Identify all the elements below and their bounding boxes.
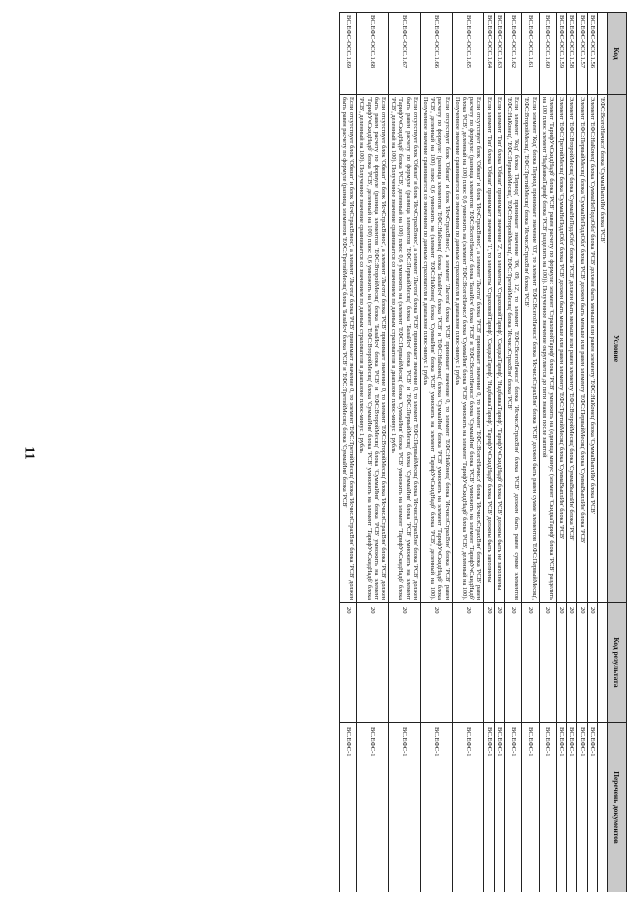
cell-condition: Если отсутствует блок 'Обязат' и блок 'ИсчСтрахВзнос', а элемент 'Льгота' блока 'РСВ' принимает значение 0, то элемент 'ЕФС:ПервыйМесяц' блока 'ИсчислСтрахВзн' блока 'РСВ' должен быть равен расчету по формуле (разница элементов 'ЕФС:ПервыйМесяц' блока 'БазаИсч' блока 'РСВ' и 'ЕФС:ПервыйМесяц' блока 'СуммаИнв' блока 'РСВ' умножить на элемент 'ТарифУчСкидНадб' блока 'РСВ', деленный на 100) плюс 0,6 умножить на (элемент 'ЕФС:ПервыйМесяц' блока 'СуммаИнв' блока 'РСВ' умножить на элемент 'ТарифУчСкидНадб' блока 'РСВ', деленный на 100). Полученное значение сравнивается со значением по данным страхователя в диапазоне плюс-минус 1 рубль [388,95,420,603]
cell-result: 20 [452,603,484,723]
cell-docs: ВС.ЕФС-1 [556,723,566,893]
cell-result: 20 [388,603,420,723]
cell-code: ВС.ЕФС-ОСС.1.64 [484,13,494,95]
table-row [522,13,539,893]
cell-result: 20 [504,603,521,723]
table-row [388,13,420,893]
cell-condition: Элемент 'ЕФС:НаКонец' блока 'СуммаНеПодлОбл' блока 'РСВ' должен быть меньше или равен элементу 'ЕФС:НаКонец' блока 'СуммаВыплИн' блока 'РСВ' [587,95,597,603]
cell-result: 20 [556,603,566,723]
header-result: Код результата [608,603,627,723]
cell-code: ВС.ЕФС-ОСС.1.63 [494,13,504,95]
rotated-content [86,12,627,892]
cell-condition: Элемент 'ТарифУчСкидНадб' блока 'РСВ' равен расчету по формуле: элемент 'СтраховойТариф' блока 'РСВ' умножить на (единица минус (элемент 'СкидкаТариф' блока 'РСВ' разделить на 100 плюс элемент 'НадбавкаТариф' блока 'РСВ' разделить на 100)). Полученное значение округляется до пяти знаков после запятой [539,95,556,603]
page-number: 11 [21,445,37,460]
cell-code: ВС.ЕФС-ОСС.1.67 [388,13,420,95]
cell-code: ВС.ЕФС-ОСС.1.66 [420,13,452,95]
table-row [357,13,389,893]
cell-condition: Если элемент 'Тип' блока 'Обязат' принимает значение '2', то элементы 'СтраховойТариф', 'СкидкаТариф', 'НадбавкаТариф', 'ТарифУчСкидНадб' блока 'РСВ' должны быть не заполнены [494,95,504,603]
cell-result: 20 [567,603,577,723]
header-code: Код [608,13,627,95]
cell-docs: ВС.ЕФС-1 [577,723,587,893]
cell-docs: ВС.ЕФС-1 [587,723,597,893]
table-header-row [608,13,627,893]
table-row [587,13,597,893]
cell-docs: ВС.ЕФС-1 [522,723,539,893]
table-row [504,13,521,893]
page-number-container [0,0,58,905]
cell-docs: ВС.ЕФС-1 [388,723,420,893]
table-row [420,13,452,893]
cell-result: 20 [357,603,389,723]
cell-result: 20 [494,603,504,723]
table-row [484,13,494,893]
cell-result: 20 [539,603,556,723]
cell-result [597,603,607,723]
cell-condition: Если элемент 'Код' блока Период принимает значение '03', то элемент 'ЕФС:ВсегоНачисл' блока 'ИсчислСтрахВзн' блока 'РСВ' должен быть равен сумме элементов 'ЕФС:ПервыйМесяц', 'ЕФС:ВторойМесяц', 'ЕФС:ТретийМесяц' блока 'ИсчислСтрахВзн' блока 'РСВ' [522,95,539,603]
cell-code: ВС.ЕФС-ОСС.1.61 [522,13,539,95]
cell-condition: Если отсутствует блок 'Обязат' и блок 'ИсчСтрахВзнос', а элемент 'Льгота' блока 'РСВ' принимает значение 0, то элемент 'ЕФС:ВсегоНачисл' блока 'ИсчислСтрахВзн' блока 'РСВ' равен расчету по формуле: (разница элементов 'ЕФС:ВсегоНачисл' блока 'БазаИсч' блока 'РСВ' и 'ЕФС:ВсегоНачисл' блока 'СуммаИнв' блока 'РСВ' умножить на элемент 'ТарифУчСкидНадб' блока 'РСВ', деленный на 100) плюс 0,6 умножить на (элемент 'ЕФС:ВсегоНачисл' блока 'СуммаИнв' блока 'РСВ' умножить на элемент 'ТарифУчСкидНадб' блока 'РСВ', деленный на 100). Полученное значение сравнивается со значением по данным страхователя в диапазоне плюс-минус 1 рубль [452,95,484,603]
cell-condition: Если отсутствует блок 'Обязат' и блок 'ИсчСтрахВзнос', а элемент 'Льгота' блока 'РСВ' принимает значение 0, то элемент 'ЕФС:ВторойМесяц' блока 'ИсчислСтрахВзн' блока 'РСВ' должен быть равен расчету по формуле (разница элементов 'ЕФС:ВторойМесяц' блока 'БазаИсч' блока 'РСВ' и 'ЕФС:ВторойМесяц' блока 'СуммаИнв' блока 'РСВ' умножить на элемент 'ТарифУчСкидНадб' блока 'РСВ', деленный на 100) плюс 0,6 умножить на (элемент 'ЕФС:ВторойМесяц' блока 'СуммаИнв' блока 'РСВ' умножить на элемент 'ТарифУчСкидНадб' блока 'РСВ', деленный на 100). Полученное значение сравнивается со значением по данным страхователя в диапазоне плюс-минус 1 рубль [357,95,389,603]
cell-result: 20 [522,603,539,723]
table-row [339,13,356,893]
cell-docs: ВС.ЕФС-1 [452,723,484,893]
cell-code: ВС.ЕФС-ОСС.1.62 [504,13,521,95]
cell-condition: Если элемент 'Тип' блока 'Обязат' принимает значение '1', то элементы 'СтраховойТариф', 'СкидкаТариф', 'НадбавкаТариф', 'ТарифУчСкидНадб' блока 'РСВ' должны быть заполнены [484,95,494,603]
header-condition: Условие [608,95,627,603]
cell-code [597,13,607,95]
cell-code: ВС.ЕФС-ОСС.1.57 [577,13,587,95]
cell-result: 20 [420,603,452,723]
table-row [577,13,587,893]
cell-docs [597,723,607,893]
cell-code: ВС.ЕФС-ОСС.1.60 [539,13,556,95]
cell-code: ВС.ЕФС-ОСС.1.69 [339,13,356,95]
header-docs: Перечень документов [608,723,627,893]
cell-code: ВС.ЕФС-ОСС.1.59 [556,13,566,95]
cell-result: 20 [339,603,356,723]
cell-result: 20 [484,603,494,723]
cell-docs: ВС.ЕФС-1 [357,723,389,893]
cell-condition: 'ЕФС:ВсегоНачисл' блока 'СуммаВыплИн' блока 'РСВ' [597,95,607,603]
table-row [567,13,577,893]
cell-docs: ВС.ЕФС-1 [484,723,494,893]
table-row [494,13,504,893]
table-row [597,13,607,893]
cell-condition: Элемент 'ЕФС:ТретийМесяц' блока 'СуммаНеПодлОбл' блока 'РСВ' должен быть меньше или равен элементу 'ЕФС:ТретийМесяц' блока 'СуммаВыплИн' блока 'РСВ' [556,95,566,603]
table-row [452,13,484,893]
cell-docs: ВС.ЕФС-1 [504,723,521,893]
table-row [539,13,556,893]
cell-condition: Если элемент 'Код' блока 'Период' принимает значение '06, 09, 12', то элемент 'ЕФС:ВсегоНачисл' блока 'ИсчислСтрахВзн' блока 'РСВ' должен быть равен сумме элементов 'ЕФС:НаКонец', 'ЕФС:ПервыйМесяц', 'ЕФС:ВторойМесяц', 'ЕФС:ТретийМесяц' блока 'ИсчислСтрахВзн' блока 'РСВ' [504,95,521,603]
table-row [556,13,566,893]
cell-code: ВС.ЕФС-ОСС.1.56 [587,13,597,95]
cell-result: 20 [587,603,597,723]
cell-condition: Элемент 'ЕФС:ВторойМесяц' блока 'СуммаНеПодлОбл' блока 'РСВ' должен быть меньше или равен элементу 'ЕФС:ВторойМесяц' блока 'СуммаВыплИн' блока 'РСВ' [567,95,577,603]
cell-code: ВС.ЕФС-ОСС.1.58 [567,13,577,95]
cell-condition: Элемент 'ЕФС:ПервыйМесяц' блока 'СуммаНеПодлОбл' блока 'РСВ' должен быть меньше или равен элементу 'ЕФС:ПервыйМесяц' блока 'СуммаВыплИн' блока 'РСВ' [577,95,587,603]
document-page [86,12,627,892]
cell-docs: ВС.ЕФС-1 [339,723,356,893]
cell-condition: Если отсутствует блок 'Обязат' и блок 'ИсчСтрахВзнос', а элемент 'Льгота' блока 'РСВ' принимает значение 0, то элемент 'ЕФС:ТретийМесяц' блока 'ИсчислСтрахВзн' блока 'РСВ' должен быть равен расчету по формуле (разница элементов 'ЕФС:ТретийМесяц' блока 'БазаИсч' блока 'РСВ' и 'ЕФС:ТретийМесяц' блока 'СуммаИнв' блока 'РСВ' [339,95,356,603]
cell-result: 20 [577,603,587,723]
cell-docs: ВС.ЕФС-1 [567,723,577,893]
cell-docs: ВС.ЕФС-1 [420,723,452,893]
validation-rules-table [339,12,627,892]
cell-condition: Если отсутствует блок 'Обязат' и блок 'ИсчСтрахВзнос', а элемент 'Льгота' блока 'РСВ' принимает значение 0, то элемент 'ЕФС:НаКонец' блока 'ИсчислСтрахВзн' блока 'РСВ' равен расчету по формуле: (разница элементов 'ЕФС:НаКонец' блока 'БазаИсч' блока 'РСВ' и 'ЕФС:НаКонец' блока 'СуммаИнв' блока 'РСВ' умножить на элемент 'ТарифУчСкидНадб' блока 'РСВ', деленный на 100) плюс 0,6 умножить на (элемент 'ЕФС:НаКонец' блока 'СуммаИнв' блока 'РСВ' умножить на элемент 'ТарифУчСкидНадб' блока 'РСВ', деленный на 100). Полученное значение сравнивается со значением по данным страхователя в диапазоне плюс-минус 1 рубль [420,95,452,603]
cell-docs: ВС.ЕФС-1 [539,723,556,893]
cell-code: ВС.ЕФС-ОСС.1.68 [357,13,389,95]
cell-docs: ВС.ЕФС-1 [494,723,504,893]
cell-code: ВС.ЕФС-ОСС.1.65 [452,13,484,95]
